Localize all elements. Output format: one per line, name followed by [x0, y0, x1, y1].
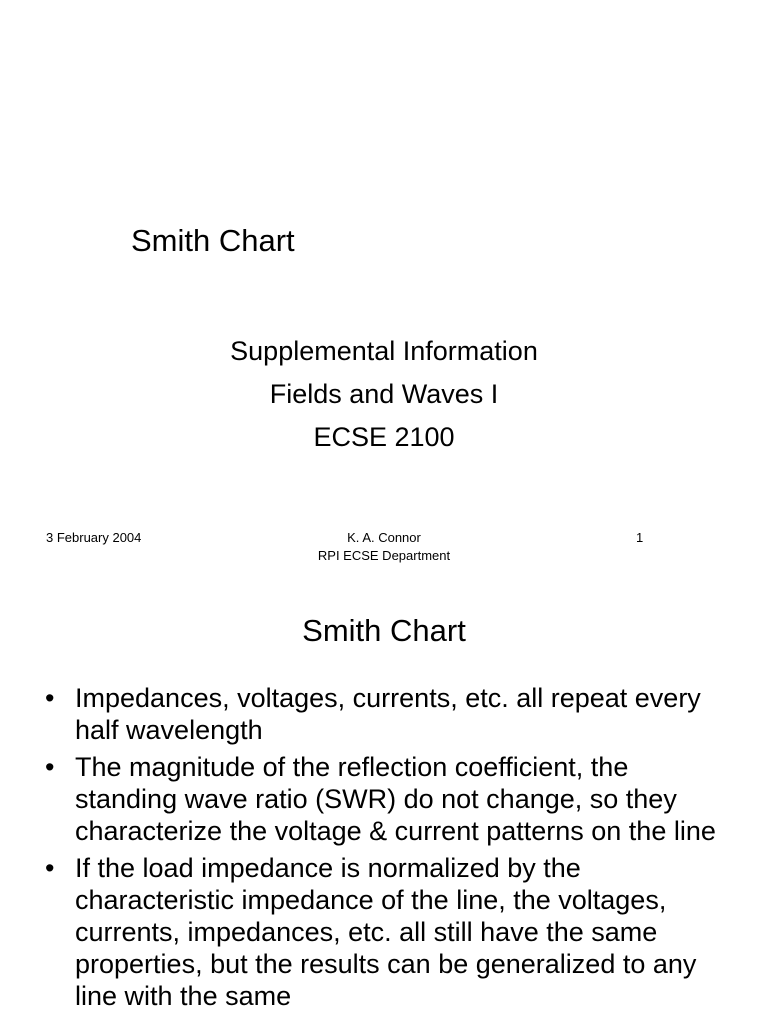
subtitle-line: ECSE 2100 [313, 422, 455, 452]
bullet-item [45, 751, 735, 847]
bullet-item [45, 852, 735, 1012]
subtitle-line: Supplemental Information [230, 336, 538, 366]
bullet-icon: • [45, 752, 55, 782]
slide-title: Smith Chart [131, 223, 295, 258]
subtitle-block [0, 330, 768, 459]
bullet-item [45, 682, 735, 746]
slide-2 [0, 585, 768, 1024]
page-number: 1 [636, 530, 644, 545]
bullet-text: If the load impedance is normalized by the characteristic impedance of the line, the voltages, currents, impedances, etc. all still have the same properties, but the results can be generalized to any line with the same [75, 853, 697, 1011]
subtitle-line: Fields and Waves I [269, 379, 499, 409]
bullet-list [45, 682, 735, 1017]
bullet-icon: • [45, 683, 55, 713]
footer-department: RPI ECSE Department [317, 548, 451, 563]
bullet-text: Impedances, voltages, currents, etc. all repeat every half wavelength [75, 683, 701, 745]
footer-author-block [234, 529, 534, 565]
footer-date: 3 February 2004 [46, 530, 142, 545]
bullet-text: The magnitude of the reflection coefficient, the standing wave ratio (SWR) do not change, so they characterize the voltage & current patterns on the line [75, 752, 716, 846]
slide-title: Smith Chart [302, 613, 466, 648]
bullet-icon: • [45, 853, 55, 883]
footer-author: K. A. Connor [347, 530, 421, 545]
